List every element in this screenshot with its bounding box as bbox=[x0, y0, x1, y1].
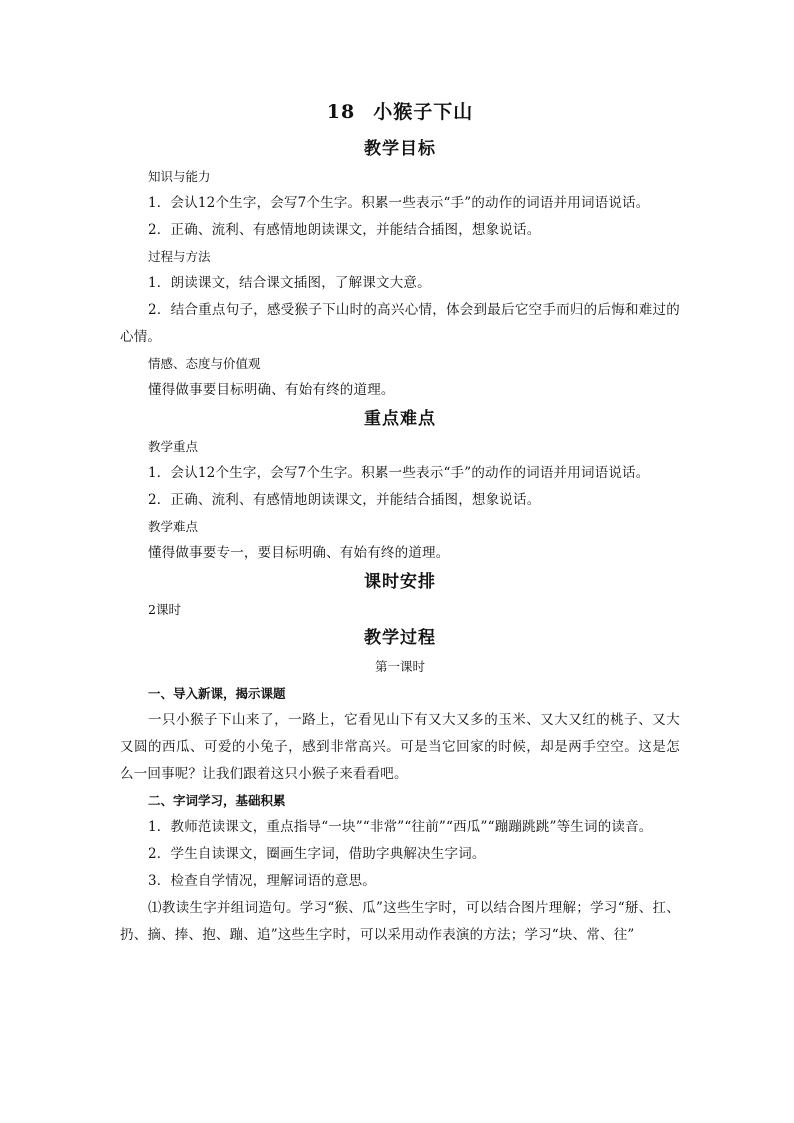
part-2-item-4: ⑴教读生字并组词造句。学习“猴、瓜”这些生字时，可以结合图片理解；学习“掰、扛、扔、摘、捧、抱、蹦、追”这些生字时，可以采用动作表演的方法；学习“块、常、往” bbox=[120, 900, 680, 943]
section-heading-goals: 教学目标 bbox=[364, 139, 436, 159]
subheading-values: 情感、态度与价值观 bbox=[148, 356, 261, 371]
schedule-text: 2课时 bbox=[148, 602, 181, 617]
subheading-teaching-focus: 教学重点 bbox=[148, 439, 199, 454]
page-title bbox=[120, 96, 680, 128]
section-heading-schedule: 课时安排 bbox=[364, 572, 436, 592]
goal-knowledge-item-2: 2．正确、流利、有感情地朗读课文，并能结合插图，想象说话。 bbox=[148, 222, 541, 238]
goal-values-item-1: 懂得做事要目标明确、有始有终的道理。 bbox=[148, 382, 395, 398]
focus-item-1: 1．会认12个生字，会写7个生字。积累一些表示“手”的动作的词语并用词语说话。 bbox=[148, 465, 650, 481]
goal-knowledge-item-1: 1．会认12个生字，会写7个生字。积累一些表示“手”的动作的词语并用词语说话。 bbox=[148, 195, 650, 211]
section-heading-process: 教学过程 bbox=[364, 628, 436, 648]
section-heading-key-points: 重点难点 bbox=[364, 409, 436, 429]
subheading-teaching-difficulty: 教学难点 bbox=[148, 519, 199, 534]
part-1-paragraph: 一只小猴子下山来了，一路上，它看见山下有又大又多的玉米、又大又红的桃子、又大又圆的西瓜、可爱的小兔子，感到非常高兴。可是当它回家的时候，却是两手空空。这是怎么一回事呢？让我们跟着这只小猴子来看看吧。 bbox=[120, 712, 680, 782]
focus-item-2: 2．正确、流利、有感情地朗读课文，并能结合插图，想象说话。 bbox=[148, 492, 541, 508]
part-2-item-2: 2．学生自读课文，圈画生字词，借助字典解决生字词。 bbox=[148, 846, 486, 862]
subheading-part-1: 一、导入新课，揭示课题 bbox=[148, 686, 286, 701]
subheading-part-2: 二、字词学习，基础积累 bbox=[148, 793, 286, 808]
subheading-knowledge: 知识与能力 bbox=[148, 169, 211, 184]
part-2-item-3: 3．检查自学情况，理解词语的意思。 bbox=[148, 873, 376, 889]
lesson-title: 小猴子下山 bbox=[373, 101, 474, 123]
goal-process-item-2: 2．结合重点句子，感受猴子下山时的高兴心情，体会到最后它空手而归的后悔和难过的心情。 bbox=[120, 302, 680, 345]
part-2-item-1: 1．教师范读课文，重点指导“一块”“非常”“往前”“西瓜”“蹦蹦跳跳”等生词的读音。 bbox=[148, 819, 653, 835]
lesson-number: 18 bbox=[326, 101, 356, 123]
subheading-process-method: 过程与方法 bbox=[148, 249, 211, 264]
difficulty-item-1: 懂得做事要专一，要目标明确、有始有终的道理。 bbox=[148, 545, 450, 561]
document-body bbox=[120, 96, 680, 949]
lesson-period-label: 第一课时 bbox=[374, 659, 425, 674]
goal-process-item-1: 1．朗读课文，结合课文插图，了解课文大意。 bbox=[148, 275, 431, 291]
